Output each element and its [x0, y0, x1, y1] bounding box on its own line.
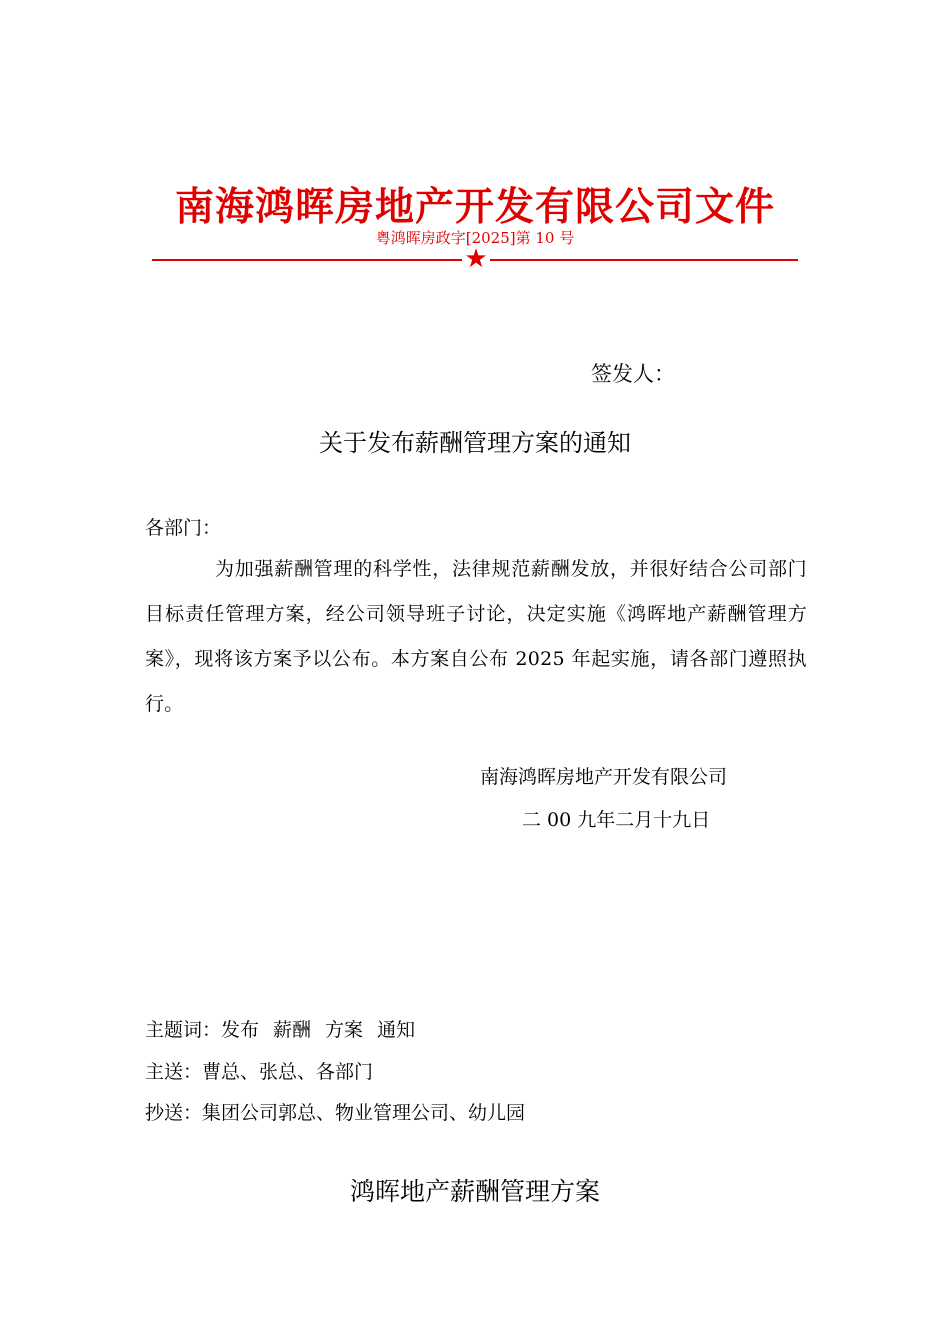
issue-date: 二 00 九年二月十九日 — [522, 809, 711, 831]
header-divider-right — [490, 259, 798, 261]
keyword: 通知 — [377, 1019, 416, 1041]
cc-line — [145, 1098, 525, 1125]
send-to-value: 曹总、张总、各部门 — [202, 1061, 374, 1083]
keyword: 方案 — [325, 1019, 364, 1041]
send-to-line — [145, 1057, 373, 1084]
keywords-line — [145, 1015, 429, 1042]
document-org-title: 南海鸿晖房地产开发有限公司文件 — [174, 185, 775, 230]
cc-value: 集团公司郭总、物业管理公司、幼儿园 — [202, 1102, 526, 1124]
keywords-label: 主题词： — [145, 1019, 222, 1041]
plan-title: 鸿晖地产薪酬管理方案 — [349, 1177, 600, 1206]
salutation: 各部门： — [145, 517, 222, 539]
cc-label: 抄送： — [145, 1102, 203, 1124]
notice-body: 为加强薪酬管理的科学性，法律规范薪酬发放，并很好结合公司部门目标责任管理方案，经公司领导班子讨论，决定实施《鸿晖地产薪酬管理方案》，现将该方案予以公布。本方案自公布 2025 年起实施，请各部门遵照执行。 — [145, 558, 807, 715]
notice-title: 关于发布薪酬管理方案的通知 — [319, 429, 631, 457]
keyword: 薪酬 — [273, 1019, 312, 1041]
document-number: 粤鸿晖房政字[2025]第 10 号 — [375, 229, 575, 247]
header-divider-left — [152, 259, 462, 261]
keyword: 发布 — [221, 1019, 260, 1041]
star-icon: ★ — [464, 244, 488, 274]
send-to-label: 主送： — [145, 1061, 203, 1083]
signer-label: 签发人： — [591, 362, 675, 386]
issuer-name: 南海鸿晖房地产开发有限公司 — [480, 766, 728, 788]
